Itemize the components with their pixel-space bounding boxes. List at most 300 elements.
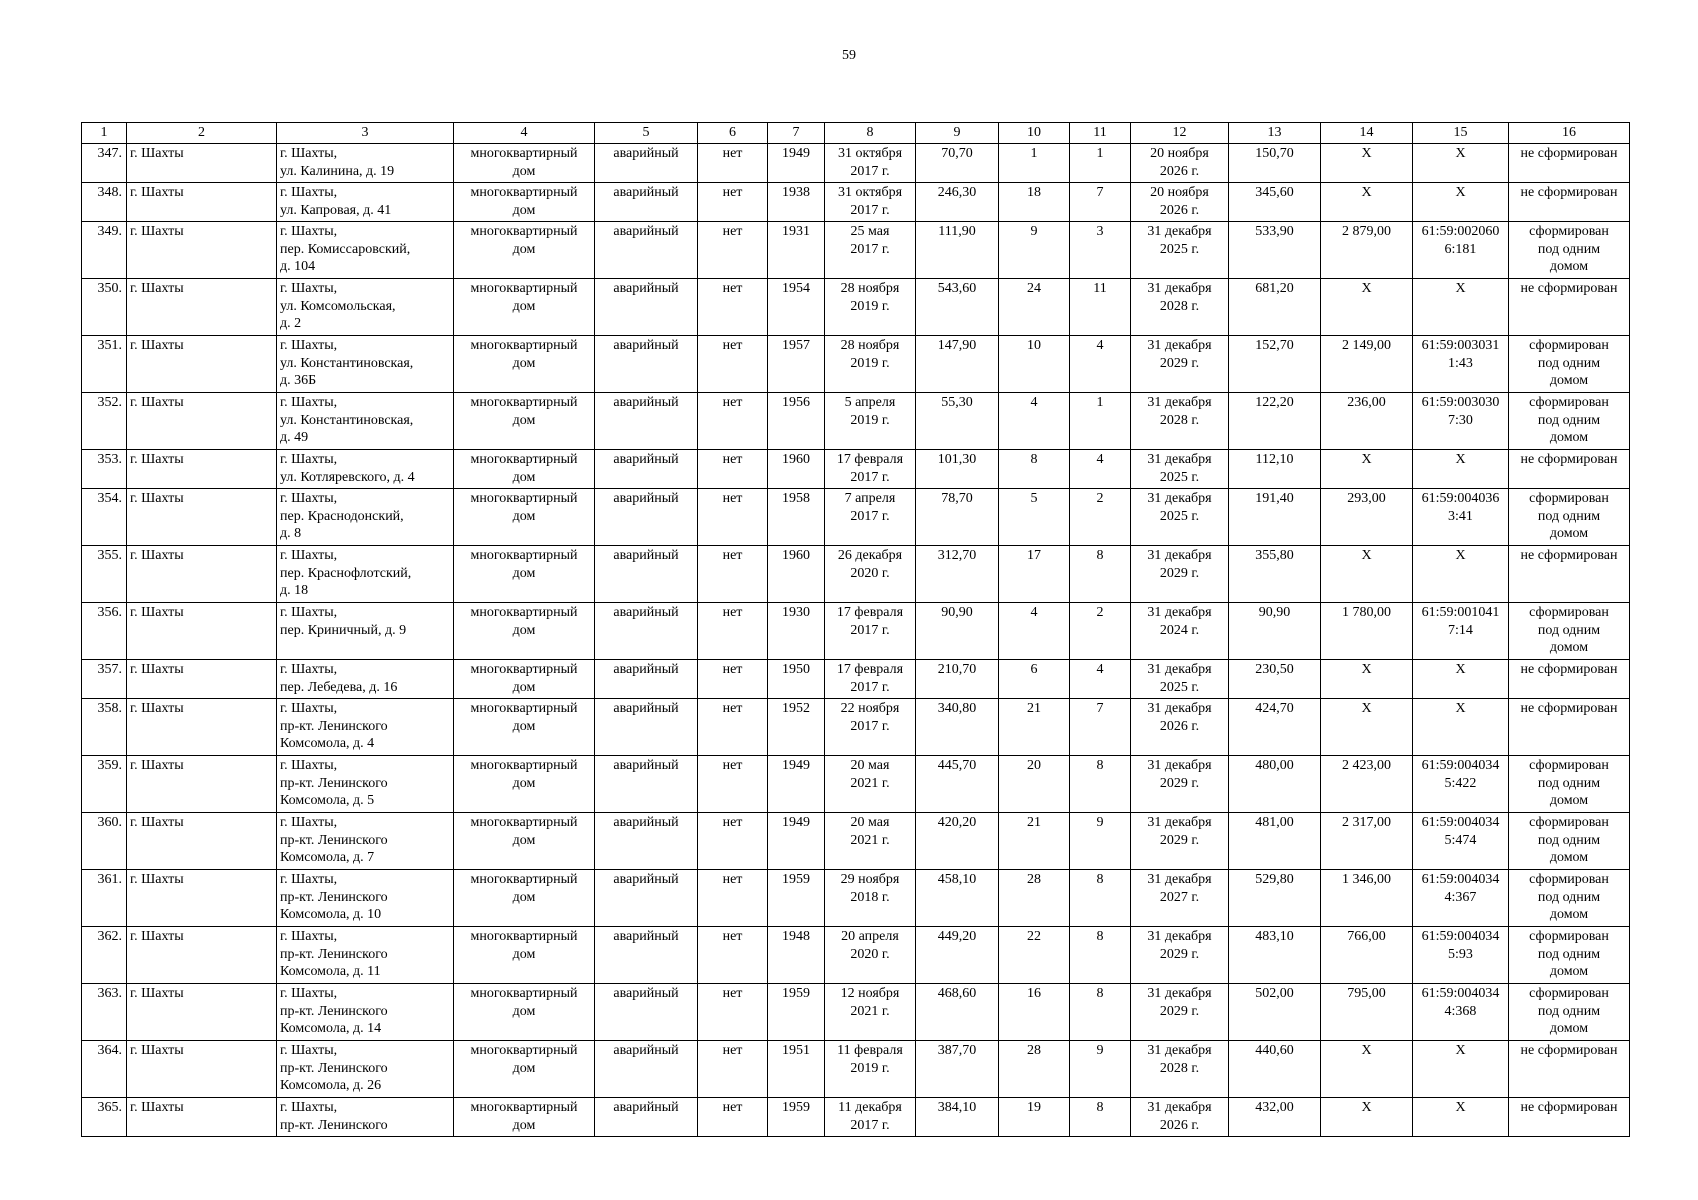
resettlement-deadline: [1131, 450, 1229, 489]
col-13-value: 230,50: [1229, 660, 1321, 699]
land-plot-status: [1509, 1041, 1630, 1098]
address-line: г. Шахты,: [280, 1043, 338, 1058]
condition-status: аварийный: [595, 222, 698, 279]
address: [277, 603, 454, 660]
row-number: 356.: [82, 603, 127, 660]
land-plot-status-line: домом: [1549, 793, 1589, 808]
land-plot-status: [1509, 279, 1630, 336]
condition-status: аварийный: [595, 489, 698, 546]
address-line: г. Шахты,: [280, 491, 338, 506]
area: 70,70: [916, 144, 999, 183]
recognition-date-line: 2019 г.: [850, 298, 890, 314]
recognition-date: [825, 660, 916, 699]
land-plot-status-line: сформирован: [1529, 929, 1609, 944]
flag: нет: [698, 603, 768, 660]
col-14-value: X: [1321, 183, 1413, 222]
address-line: г. Шахты,: [280, 548, 338, 563]
recognition-date-line: 31 октября: [837, 146, 903, 161]
recognition-date: [825, 222, 916, 279]
building-type: [454, 603, 595, 660]
resettlement-deadline: [1131, 279, 1229, 336]
area: 449,20: [916, 927, 999, 984]
address-line: ул. Калинина, д. 19: [280, 163, 395, 179]
recognition-date-line: 29 ноября: [840, 872, 900, 887]
build-year: 1948: [768, 927, 825, 984]
resettlement-deadline-line: 31 декабря: [1147, 815, 1212, 830]
address-line: Комсомола, д. 5: [280, 793, 375, 808]
col-14-value: 2 879,00: [1321, 222, 1413, 279]
table-row: [82, 927, 1630, 984]
municipality: г. Шахты: [127, 279, 277, 336]
address-line: г. Шахты,: [280, 395, 338, 410]
recognition-date-line: 28 ноября: [840, 281, 900, 296]
resettlement-deadline-line: 31 декабря: [1147, 1043, 1212, 1058]
address: [277, 183, 454, 222]
condition-status: аварийный: [595, 603, 698, 660]
address-line: Комсомола, д. 26: [280, 1078, 382, 1093]
cadastral-number-line: 61:59:004034: [1421, 929, 1500, 944]
col-14-value: 795,00: [1321, 984, 1413, 1041]
building-type: [454, 927, 595, 984]
row-number: 361.: [82, 870, 127, 927]
col-10-value: 16: [999, 984, 1070, 1041]
col-10-value: 28: [999, 1041, 1070, 1098]
row-number: 350.: [82, 279, 127, 336]
col-13-value: 432,00: [1229, 1098, 1321, 1137]
building-type-line: многоквартирный: [470, 1100, 578, 1115]
area: 458,10: [916, 870, 999, 927]
land-plot-status-line: домом: [1549, 964, 1589, 979]
area: 101,30: [916, 450, 999, 489]
area: 387,70: [916, 1041, 999, 1098]
col-11-value: 7: [1070, 183, 1131, 222]
condition-status: аварийный: [595, 699, 698, 756]
address-line: пр-кт. Ленинского: [280, 1060, 388, 1076]
column-header: 16: [1509, 123, 1630, 144]
col-11-value: 1: [1070, 393, 1131, 450]
recognition-date-line: 12 ноября: [840, 986, 900, 1001]
col-10-value: 4: [999, 603, 1070, 660]
recognition-date-line: 2017 г.: [850, 718, 890, 734]
cadastral-number: [1413, 183, 1509, 222]
building-type-line: дом: [512, 412, 536, 428]
row-number: 351.: [82, 336, 127, 393]
recognition-date-line: 2020 г.: [850, 565, 890, 581]
cadastral-number-line: X: [1455, 662, 1466, 677]
flag: нет: [698, 756, 768, 813]
building-type-line: дом: [512, 163, 536, 179]
recognition-date-line: 11 декабря: [838, 1100, 902, 1115]
col-14-value: X: [1321, 1098, 1413, 1137]
resettlement-deadline: [1131, 984, 1229, 1041]
recognition-date: [825, 984, 916, 1041]
cadastral-number-line: X: [1455, 1100, 1466, 1115]
table-row: [82, 699, 1630, 756]
column-header: 12: [1131, 123, 1229, 144]
condition-status: аварийный: [595, 144, 698, 183]
address-line: пр-кт. Ленинского: [280, 889, 388, 905]
column-header: 10: [999, 123, 1070, 144]
building-type-line: дом: [512, 718, 536, 734]
condition-status: аварийный: [595, 813, 698, 870]
cadastral-number: [1413, 279, 1509, 336]
column-header: 4: [454, 123, 595, 144]
recognition-date-line: 2017 г.: [850, 1117, 890, 1133]
col-10-value: 24: [999, 279, 1070, 336]
cadastral-number: [1413, 813, 1509, 870]
land-plot-status-line: домом: [1549, 373, 1589, 388]
cadastral-number-line: 4:367: [1444, 889, 1477, 905]
recognition-date-line: 5 апреля: [844, 395, 896, 410]
row-number: 363.: [82, 984, 127, 1041]
cadastral-number-line: 61:59:004034: [1421, 815, 1500, 830]
col-13-value: 483,10: [1229, 927, 1321, 984]
land-plot-status-line: под одним: [1537, 1003, 1601, 1019]
cadastral-number-line: 61:59:003030: [1421, 395, 1500, 410]
land-plot-status-line: сформирован: [1529, 224, 1609, 239]
recognition-date: [825, 489, 916, 546]
building-type-line: дом: [512, 565, 536, 581]
building-type-line: многоквартирный: [470, 338, 578, 353]
cadastral-number-line: 3:41: [1448, 508, 1473, 524]
building-type-line: дом: [512, 946, 536, 962]
building-type-line: многоквартирный: [470, 548, 578, 563]
address-line: г. Шахты,: [280, 701, 338, 716]
land-plot-status-line: под одним: [1537, 775, 1601, 791]
resettlement-deadline-line: 31 декабря: [1147, 281, 1212, 296]
area: 246,30: [916, 183, 999, 222]
address-line: г. Шахты,: [280, 452, 338, 467]
building-type: [454, 450, 595, 489]
municipality: г. Шахты: [127, 699, 277, 756]
cadastral-number-line: 4:368: [1444, 1003, 1477, 1019]
building-type-line: многоквартирный: [470, 929, 578, 944]
flag: нет: [698, 660, 768, 699]
resettlement-deadline-line: 31 декабря: [1147, 395, 1212, 410]
column-header: 11: [1070, 123, 1131, 144]
address: [277, 870, 454, 927]
recognition-date-line: 2019 г.: [850, 355, 890, 371]
building-type: [454, 279, 595, 336]
cadastral-number: [1413, 393, 1509, 450]
land-plot-status: [1509, 603, 1630, 660]
area: 340,80: [916, 699, 999, 756]
recognition-date-line: 2017 г.: [850, 679, 890, 695]
table-row: [82, 603, 1630, 660]
table-row: [82, 336, 1630, 393]
cadastral-number: [1413, 984, 1509, 1041]
page-number: 59: [842, 48, 856, 63]
col-13-value: 529,80: [1229, 870, 1321, 927]
flag: нет: [698, 1098, 768, 1137]
col-13-value: 533,90: [1229, 222, 1321, 279]
col-10-value: 1: [999, 144, 1070, 183]
resettlement-deadline-line: 2029 г.: [1159, 355, 1200, 371]
flag: нет: [698, 489, 768, 546]
land-plot-status-line: не сформирован: [1520, 281, 1618, 296]
area: 384,10: [916, 1098, 999, 1137]
resettlement-deadline-line: 2029 г.: [1159, 1003, 1200, 1019]
row-number: 354.: [82, 489, 127, 546]
col-13-value: 424,70: [1229, 699, 1321, 756]
address: [277, 489, 454, 546]
address-line: пер. Криничный, д. 9: [280, 622, 407, 638]
recognition-date-line: 2021 г.: [850, 775, 890, 791]
recognition-date-line: 20 апреля: [841, 929, 899, 944]
recognition-date: [825, 870, 916, 927]
resettlement-deadline: [1131, 489, 1229, 546]
col-13-value: 502,00: [1229, 984, 1321, 1041]
land-plot-status: [1509, 984, 1630, 1041]
condition-status: аварийный: [595, 336, 698, 393]
col-10-value: 8: [999, 450, 1070, 489]
flag: нет: [698, 546, 768, 603]
column-header: 1: [82, 123, 127, 144]
cadastral-number-line: X: [1455, 701, 1466, 716]
building-type-line: многоквартирный: [470, 1043, 578, 1058]
address-line: пр-кт. Ленинского: [280, 1117, 388, 1133]
resettlement-deadline: [1131, 183, 1229, 222]
address-line: г. Шахты,: [280, 986, 338, 1001]
building-type: [454, 336, 595, 393]
recognition-date-line: 2018 г.: [850, 889, 890, 905]
col-10-value: 10: [999, 336, 1070, 393]
col-13-value: 440,60: [1229, 1041, 1321, 1098]
building-type-line: многоквартирный: [470, 146, 578, 161]
land-plot-status: [1509, 450, 1630, 489]
recognition-date: [825, 183, 916, 222]
col-14-value: 293,00: [1321, 489, 1413, 546]
address-line: д. 104: [280, 259, 316, 274]
cadastral-number-line: X: [1455, 146, 1466, 161]
municipality: г. Шахты: [127, 393, 277, 450]
recognition-date: [825, 144, 916, 183]
cadastral-number: [1413, 870, 1509, 927]
land-plot-status: [1509, 393, 1630, 450]
flag: нет: [698, 279, 768, 336]
col-11-value: 8: [1070, 870, 1131, 927]
col-11-value: 8: [1070, 1098, 1131, 1137]
address-line: д. 49: [280, 430, 309, 445]
col-10-value: 6: [999, 660, 1070, 699]
cadastral-number: [1413, 699, 1509, 756]
building-type-line: дом: [512, 1003, 536, 1019]
address-line: г. Шахты,: [280, 185, 338, 200]
cadastral-number-line: 61:59:004036: [1421, 491, 1500, 506]
cadastral-number-line: 7:14: [1448, 622, 1473, 638]
table-row: [82, 660, 1630, 699]
municipality: г. Шахты: [127, 1098, 277, 1137]
cadastral-number: [1413, 489, 1509, 546]
address-line: г. Шахты,: [280, 1100, 338, 1115]
resettlement-deadline-line: 31 декабря: [1147, 491, 1212, 506]
cadastral-number: [1413, 927, 1509, 984]
building-type: [454, 1098, 595, 1137]
recognition-date-line: 17 февраля: [836, 605, 904, 620]
row-number: 362.: [82, 927, 127, 984]
address: [277, 756, 454, 813]
condition-status: аварийный: [595, 393, 698, 450]
land-plot-status: [1509, 183, 1630, 222]
address-line: Комсомола, д. 11: [280, 964, 381, 979]
resettlement-deadline-line: 31 декабря: [1147, 1100, 1212, 1115]
flag: нет: [698, 144, 768, 183]
address-line: пр-кт. Ленинского: [280, 946, 388, 962]
building-type-line: многоквартирный: [470, 185, 578, 200]
land-plot-status-line: сформирован: [1529, 491, 1609, 506]
column-header: 5: [595, 123, 698, 144]
address-line: пер. Лебедева, д. 16: [280, 679, 398, 695]
col-14-value: X: [1321, 279, 1413, 336]
table-row: [82, 984, 1630, 1041]
resettlement-deadline-line: 31 декабря: [1147, 701, 1212, 716]
address-line: д. 36Б: [280, 373, 317, 388]
condition-status: аварийный: [595, 756, 698, 813]
condition-status: аварийный: [595, 870, 698, 927]
resettlement-deadline-line: 31 декабря: [1147, 452, 1212, 467]
condition-status: аварийный: [595, 546, 698, 603]
flag: нет: [698, 813, 768, 870]
flag: нет: [698, 336, 768, 393]
row-number: 349.: [82, 222, 127, 279]
land-plot-status: [1509, 870, 1630, 927]
col-13-value: 191,40: [1229, 489, 1321, 546]
land-plot-status-line: не сформирован: [1520, 701, 1618, 716]
address: [277, 279, 454, 336]
municipality: г. Шахты: [127, 927, 277, 984]
address-line: г. Шахты,: [280, 146, 338, 161]
recognition-date-line: 2019 г.: [850, 412, 890, 428]
address-line: Комсомола, д. 7: [280, 850, 375, 865]
address: [277, 699, 454, 756]
resettlement-deadline: [1131, 813, 1229, 870]
resettlement-deadline-line: 31 декабря: [1147, 872, 1212, 887]
address-line: г. Шахты,: [280, 758, 338, 773]
col-14-value: X: [1321, 1041, 1413, 1098]
table-row: [82, 222, 1630, 279]
column-header: 3: [277, 123, 454, 144]
resettlement-deadline: [1131, 1041, 1229, 1098]
resettlement-deadline-line: 31 декабря: [1147, 986, 1212, 1001]
resettlement-deadline-line: 2026 г.: [1159, 718, 1200, 734]
column-header: 7: [768, 123, 825, 144]
land-plot-status: [1509, 546, 1630, 603]
land-plot-status-line: домом: [1549, 1021, 1589, 1036]
resettlement-deadline: [1131, 546, 1229, 603]
col-11-value: 7: [1070, 699, 1131, 756]
col-14-value: 766,00: [1321, 927, 1413, 984]
resettlement-deadline-line: 2026 г.: [1159, 163, 1200, 179]
column-header: 2: [127, 123, 277, 144]
address-line: г. Шахты,: [280, 872, 338, 887]
building-type-line: многоквартирный: [470, 281, 578, 296]
build-year: 1952: [768, 699, 825, 756]
flag: нет: [698, 984, 768, 1041]
land-plot-status-line: домом: [1549, 259, 1589, 274]
address: [277, 813, 454, 870]
col-10-value: 19: [999, 1098, 1070, 1137]
recognition-date: [825, 699, 916, 756]
resettlement-deadline-line: 31 декабря: [1147, 338, 1212, 353]
resettlement-deadline: [1131, 1098, 1229, 1137]
table-row: [82, 546, 1630, 603]
column-header: 9: [916, 123, 999, 144]
land-plot-status-line: не сформирован: [1520, 548, 1618, 563]
condition-status: аварийный: [595, 450, 698, 489]
build-year: 1949: [768, 756, 825, 813]
recognition-date-line: 2021 г.: [850, 1003, 890, 1019]
condition-status: аварийный: [595, 660, 698, 699]
col-11-value: 8: [1070, 546, 1131, 603]
col-14-value: 1 346,00: [1321, 870, 1413, 927]
address-line: Комсомола, д. 14: [280, 1021, 382, 1036]
address-line: г. Шахты,: [280, 281, 338, 296]
land-plot-status: [1509, 756, 1630, 813]
building-type-line: дом: [512, 508, 536, 524]
land-plot-status: [1509, 222, 1630, 279]
col-13-value: 90,90: [1229, 603, 1321, 660]
resettlement-deadline-line: 2026 г.: [1159, 202, 1200, 218]
table-row: [82, 279, 1630, 336]
condition-status: аварийный: [595, 1098, 698, 1137]
resettlement-deadline-line: 2029 г.: [1159, 565, 1200, 581]
row-number: 365.: [82, 1098, 127, 1137]
land-plot-status: [1509, 699, 1630, 756]
resettlement-deadline-line: 2025 г.: [1159, 469, 1200, 485]
land-plot-status-line: под одним: [1537, 355, 1601, 371]
flag: нет: [698, 450, 768, 489]
resettlement-deadline-line: 2026 г.: [1159, 1117, 1200, 1133]
land-plot-status-line: под одним: [1537, 508, 1601, 524]
resettlement-deadline: [1131, 870, 1229, 927]
address: [277, 336, 454, 393]
address-line: д. 2: [280, 316, 302, 331]
building-type-line: многоквартирный: [470, 605, 578, 620]
address: [277, 927, 454, 984]
land-plot-status: [1509, 813, 1630, 870]
address-line: пр-кт. Ленинского: [280, 832, 388, 848]
build-year: 1959: [768, 984, 825, 1041]
table-body: [82, 144, 1630, 1137]
building-type-line: дом: [512, 241, 536, 257]
address-line: г. Шахты,: [280, 224, 338, 239]
col-10-value: 21: [999, 813, 1070, 870]
land-plot-status-line: домом: [1549, 526, 1589, 541]
municipality: г. Шахты: [127, 144, 277, 183]
build-year: 1951: [768, 1041, 825, 1098]
address: [277, 393, 454, 450]
resettlement-deadline-line: 2029 г.: [1159, 832, 1200, 848]
col-14-value: X: [1321, 699, 1413, 756]
building-type-line: многоквартирный: [470, 662, 578, 677]
address: [277, 546, 454, 603]
row-number: 359.: [82, 756, 127, 813]
resettlement-deadline-line: 20 ноября: [1150, 185, 1209, 200]
col-10-value: 28: [999, 870, 1070, 927]
address-line: ул. Комсомольская,: [280, 298, 396, 314]
land-plot-status-line: не сформирован: [1520, 146, 1618, 161]
flag: нет: [698, 699, 768, 756]
col-14-value: X: [1321, 660, 1413, 699]
land-plot-status-line: не сформирован: [1520, 185, 1618, 200]
building-type-line: многоквартирный: [470, 395, 578, 410]
building-type: [454, 546, 595, 603]
land-plot-status-line: под одним: [1537, 946, 1601, 962]
build-year: 1956: [768, 393, 825, 450]
municipality: г. Шахты: [127, 1041, 277, 1098]
land-plot-status: [1509, 336, 1630, 393]
flag: нет: [698, 393, 768, 450]
